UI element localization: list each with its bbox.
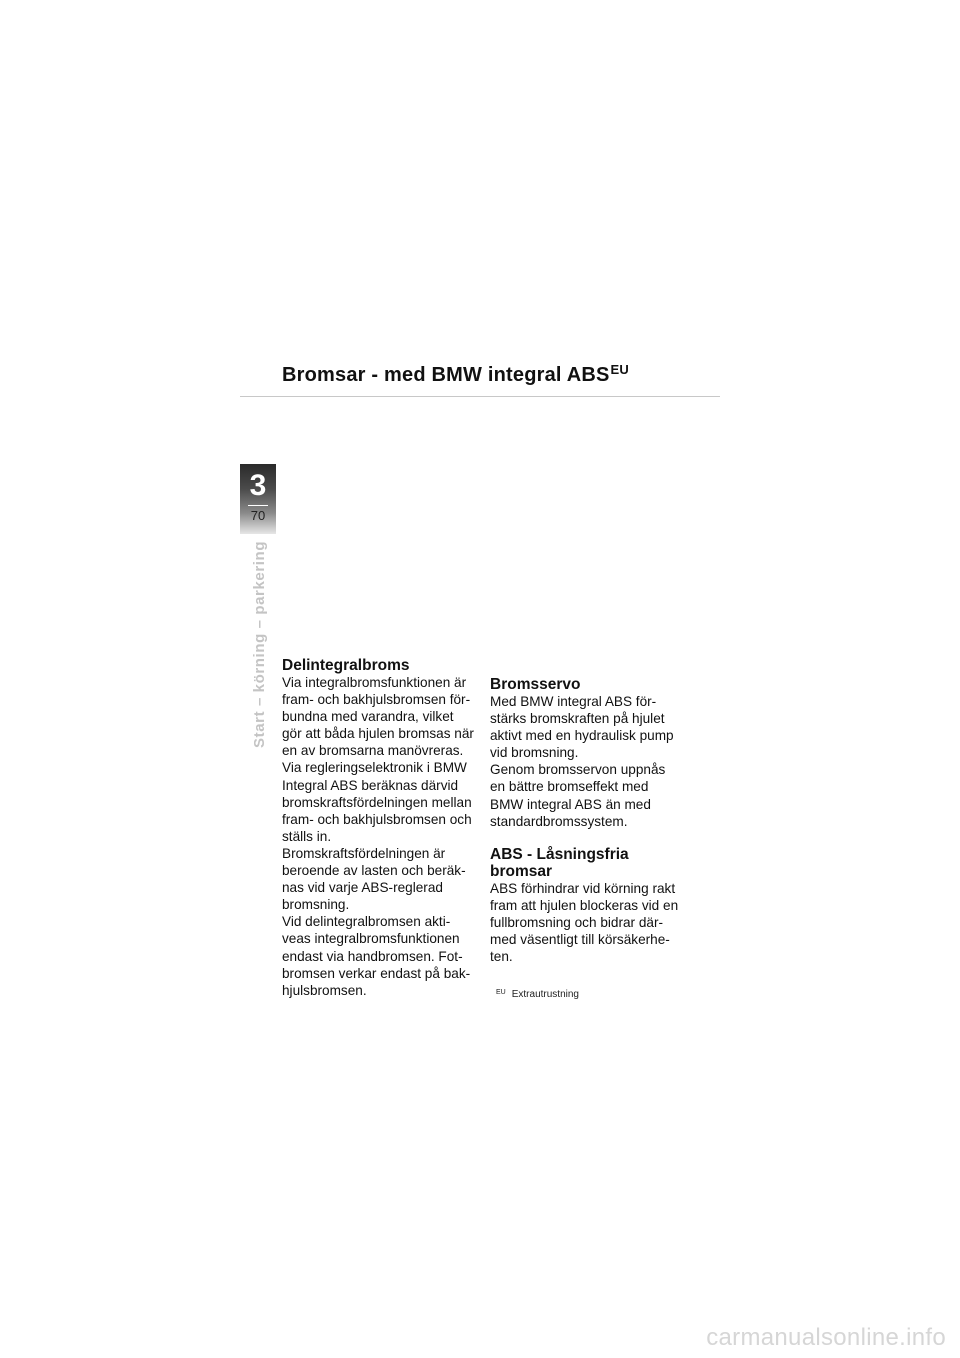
text-line: ten. (490, 949, 513, 965)
text-line: BMW integral ABS än med (490, 796, 651, 812)
text-line: ABS förhindrar vid körning rakt (490, 880, 676, 896)
text-line: Integral ABS beräknas därvid (282, 777, 459, 793)
chapter-side-label (250, 540, 270, 748)
watermark: carmanualsonline.info (706, 1324, 946, 1351)
page-title (282, 362, 629, 387)
text-line: fram att hjulen blockeras vid en (490, 897, 679, 913)
text-line: veas integralbromsfunktionen (282, 931, 460, 947)
text-line: hjulsbromsen. (282, 982, 367, 998)
footnote-text: Extrautrustning (511, 989, 579, 1000)
text-line: standardbromssystem. (490, 813, 628, 829)
text-line: beroende av lasten och beräk- (282, 863, 466, 879)
text-line: bundna med varandra, vilket (282, 709, 454, 725)
page-number: 70 (250, 508, 266, 523)
text-line: vid bromsning. (490, 745, 579, 761)
section-body-delintegralbroms (282, 674, 482, 999)
text-line: fram- och bakhjulsbromsen och (282, 811, 472, 827)
right-column (490, 676, 690, 965)
text-line: ställs in. (282, 828, 332, 844)
text-line: endast via handbromsen. Fot- (282, 948, 463, 964)
text-line: aktivt med en hydraulisk pump (490, 728, 674, 744)
text-line: Med BMW integral ABS för- (490, 694, 657, 709)
text-line: Genom bromsservon uppnås (490, 762, 666, 778)
section-heading-line: ABS - Låsningsfria (490, 845, 629, 863)
section-body-abs (490, 880, 690, 965)
text-line: nas vid varje ABS-reglerad (282, 880, 443, 896)
section-heading-line: bromsar (490, 862, 553, 880)
section-heading-abs (490, 846, 690, 880)
text-line: en av bromsarna manövreras. (282, 743, 464, 759)
section-body-bromsservo (490, 693, 690, 830)
text-line: bromskraftsfördelningen mellan (282, 794, 472, 810)
page-title-superscript: EU (610, 362, 629, 377)
text-line: stärks bromskraften på hjulet (490, 711, 665, 727)
chapter-tab (240, 464, 276, 534)
text-line: Via regleringselektronik i BMW (282, 760, 467, 776)
text-line: fullbromsning och bidrar där- (490, 914, 664, 930)
footnote-mark: EU (496, 989, 506, 996)
chapter-number: 3 (249, 469, 267, 502)
chapter-side-label-text: Start – körning – parkering (251, 540, 268, 748)
text-line: gör att båda hjulen bromsas när (282, 726, 474, 742)
section-heading-bromsservo: Bromsservo (490, 676, 581, 693)
text-line: Vid delintegralbromsen akti- (282, 914, 451, 930)
text-line: Bromskraftsfördelningen är (282, 845, 446, 861)
text-line: med väsentligt till körsäkerhe- (490, 932, 670, 948)
page-title-text: Bromsar - med BMW integral ABS (282, 364, 610, 386)
text-line: Via integralbromsfunktionen är (282, 675, 467, 690)
section-heading-delintegralbroms: Delintegralbroms (282, 657, 410, 674)
text-line: en bättre bromseffekt med (490, 779, 649, 795)
text-line: fram- och bakhjulsbromsen för- (282, 692, 471, 708)
text-line: bromsning. (282, 897, 350, 913)
text-line: bromsen verkar endast på bak- (282, 965, 471, 981)
title-divider (240, 396, 720, 397)
chapter-divider (248, 505, 268, 506)
left-column (282, 657, 482, 999)
footnote (496, 986, 579, 1002)
